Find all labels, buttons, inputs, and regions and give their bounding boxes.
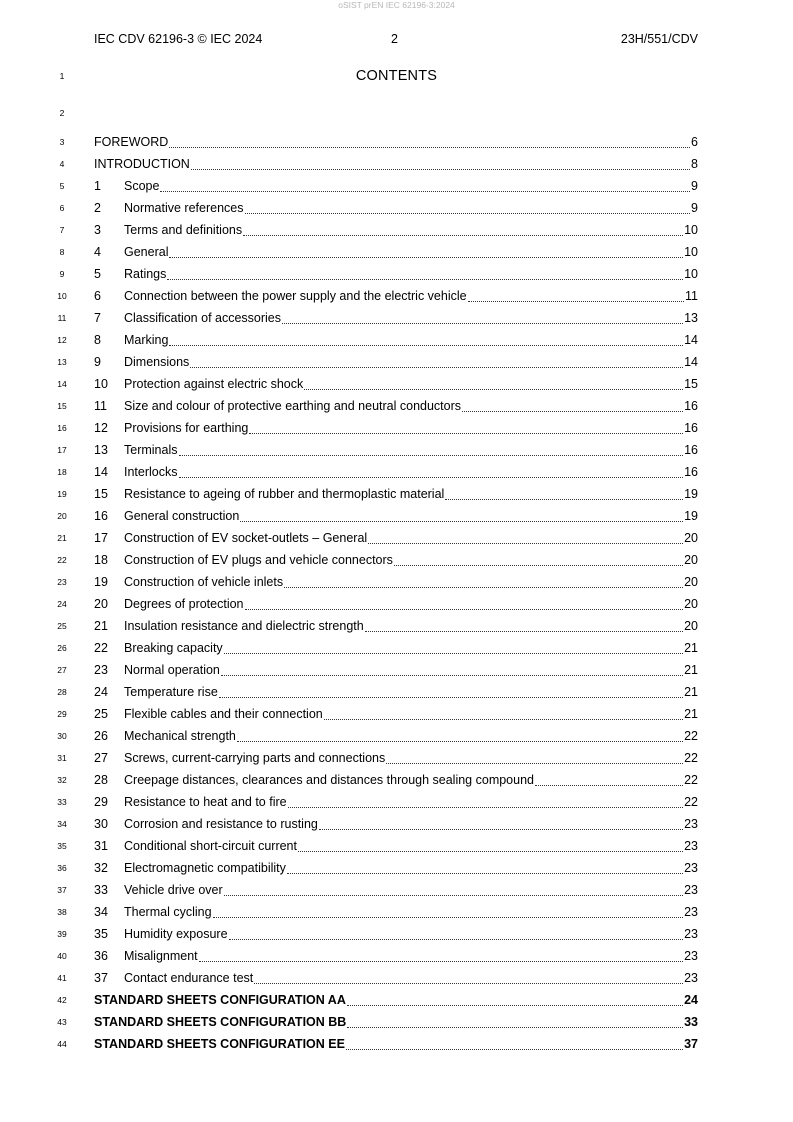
toc-dot-leader [368,534,683,544]
toc-entry-title: Resistance to ageing of rubber and thermoplastic material [124,487,445,501]
toc-entry-page: 23 [684,861,698,875]
toc-entry-number: 12 [94,421,108,435]
toc-dot-leader [468,292,684,302]
toc-entry-number: 8 [94,333,101,347]
toc-entry-number: 24 [94,685,108,699]
line-number: 27 [57,665,67,675]
toc-entry-page: 6 [691,135,698,149]
toc-entry-page: 23 [684,905,698,919]
line-number: 2 [59,108,65,118]
line-number: 41 [57,973,67,983]
toc-entry-title: Conditional short-circuit current [124,839,297,853]
line-number: 39 [57,929,67,939]
toc-dot-leader [304,380,683,390]
line-number: 19 [57,489,67,499]
toc-entry-number: 21 [94,619,108,633]
toc-dot-leader [221,666,683,676]
toc-entry-page: 10 [684,245,698,259]
line-number: 30 [57,731,67,741]
toc-entry[interactable] [94,703,698,725]
line-number: 31 [57,753,67,763]
line-number: 44 [57,1039,67,1049]
line-number: 10 [57,291,67,301]
toc-dot-leader [535,776,683,786]
toc-entry-page: 19 [684,487,698,501]
toc-entry-number: 10 [94,377,108,391]
line-number: 26 [57,643,67,653]
toc-entry-page: 21 [684,685,698,699]
line-number: 29 [57,709,67,719]
line-number: 12 [57,335,67,345]
toc-entry-title: General construction [124,509,240,523]
toc-entry-number: 16 [94,509,108,523]
toc-entry-page: 21 [684,641,698,655]
toc-dot-leader [224,886,683,896]
toc-entry-number: 4 [94,245,101,259]
toc-entry-number: 1 [94,179,101,193]
toc-dot-leader [179,468,684,478]
header-document-code: 23H/551/CDV [620,32,698,46]
toc-entry[interactable] [94,153,698,175]
toc-entry-title: Flexible cables and their connection [124,707,323,721]
toc-entry-page: 15 [684,377,698,391]
toc-entry-title: Scope [124,179,160,193]
toc-entry-title: Insulation resistance and dielectric strength [124,619,364,633]
toc-entry[interactable] [94,791,698,813]
toc-entry-page: 13 [684,311,698,325]
toc-entry[interactable] [94,527,698,549]
toc-dot-leader [213,908,684,918]
toc-entry[interactable] [94,1033,698,1055]
line-number: 40 [57,951,67,961]
toc-dot-leader [254,974,683,984]
toc-entry-page: 14 [684,333,698,347]
toc-entry[interactable] [94,989,698,1011]
toc-entry-number: 29 [94,795,108,809]
toc-entry-page: 22 [684,751,698,765]
line-number: 13 [57,357,67,367]
toc-entry-page: 14 [684,355,698,369]
toc-entry-number: 32 [94,861,108,875]
toc-entry[interactable] [94,505,698,527]
toc-entry-title: Electromagnetic compatibility [124,861,286,875]
toc-entry-title: STANDARD SHEETS CONFIGURATION AA [94,993,346,1007]
toc-entry-title: STANDARD SHEETS CONFIGURATION EE [94,1037,345,1051]
line-number: 3 [59,137,65,147]
toc-entry-title: Creepage distances, clearances and distances through sealing compound [124,773,534,787]
toc-entry-title: Size and colour of protective earthing and neutral conductors [124,399,462,413]
toc-entry-title: Construction of EV plugs and vehicle connectors [124,553,393,567]
toc-entry-title: Provisions for earthing [124,421,249,435]
toc-entry-title: Screws, current-carrying parts and connections [124,751,386,765]
toc-dot-leader [169,138,690,148]
toc-entry-page: 20 [684,575,698,589]
table-of-contents [94,131,698,1055]
toc-entry-title: Corrosion and resistance to rusting [124,817,318,831]
toc-entry[interactable] [94,681,698,703]
page-title: CONTENTS [355,68,438,84]
toc-entry-number: 35 [94,927,108,941]
toc-dot-leader [243,226,683,236]
line-number: 16 [57,423,67,433]
toc-entry-title: Resistance to heat and to fire [124,795,287,809]
toc-entry-number: 28 [94,773,108,787]
toc-entry-number: 19 [94,575,108,589]
toc-entry-title: Interlocks [124,465,178,479]
toc-entry[interactable] [94,461,698,483]
toc-entry-number: 37 [94,971,108,985]
toc-entry-number: 26 [94,729,108,743]
line-number: 14 [57,379,67,389]
toc-entry-number: 31 [94,839,108,853]
toc-dot-leader [282,314,683,324]
line-number: 4 [59,159,65,169]
toc-entry-page: 23 [684,817,698,831]
toc-dot-leader [237,732,683,742]
toc-entry[interactable] [94,417,698,439]
toc-entry-title: Temperature rise [124,685,218,699]
toc-dot-leader [347,996,683,1006]
toc-entry-number: 15 [94,487,108,501]
toc-entry[interactable] [94,483,698,505]
toc-entry-number: 23 [94,663,108,677]
toc-dot-leader [169,248,683,258]
toc-dot-leader [240,512,683,522]
toc-entry[interactable] [94,395,698,417]
toc-dot-leader [287,864,683,874]
toc-entry[interactable] [94,857,698,879]
toc-dot-leader [462,402,683,412]
toc-entry-title: STANDARD SHEETS CONFIGURATION BB [94,1015,347,1029]
toc-entry[interactable] [94,285,698,307]
toc-entry-number: 9 [94,355,101,369]
line-number: 21 [57,533,67,543]
toc-entry-page: 9 [691,201,698,215]
toc-entry-page: 10 [684,267,698,281]
toc-entry-title: Ratings [124,267,167,281]
line-number: 34 [57,819,67,829]
toc-entry-title: INTRODUCTION [94,157,190,171]
toc-entry-number: 18 [94,553,108,567]
toc-entry-title: Humidity exposure [124,927,228,941]
toc-dot-leader [249,424,683,434]
toc-entry-page: 20 [684,531,698,545]
line-number: 33 [57,797,67,807]
toc-entry-number: 2 [94,201,101,215]
toc-entry-number: 5 [94,267,101,281]
toc-entry-number: 17 [94,531,108,545]
header-document-id: IEC CDV 62196-3 © IEC 2024 [94,32,263,46]
toc-entry-page: 20 [684,597,698,611]
toc-entry[interactable] [94,923,698,945]
line-number: 25 [57,621,67,631]
line-number: 6 [59,203,65,213]
toc-entry-title: Contact endurance test [124,971,254,985]
toc-entry[interactable] [94,747,698,769]
toc-entry[interactable] [94,901,698,923]
toc-entry-page: 10 [684,223,698,237]
toc-entry[interactable] [94,373,698,395]
toc-entry-page: 21 [684,707,698,721]
toc-entry-title: Vehicle drive over [124,883,223,897]
toc-entry[interactable] [94,615,698,637]
toc-entry-page: 24 [684,993,698,1007]
toc-dot-leader [219,688,683,698]
toc-entry-title: Degrees of protection [124,597,244,611]
toc-entry-page: 19 [684,509,698,523]
toc-entry-title: Breaking capacity [124,641,223,655]
toc-entry-page: 20 [684,619,698,633]
toc-entry-title: FOREWORD [94,135,169,149]
toc-entry-title: Normal operation [124,663,220,677]
toc-entry-title: Normative references [124,201,244,215]
toc-entry[interactable] [94,1011,698,1033]
toc-entry-title: Construction of vehicle inlets [124,575,284,589]
line-number: 28 [57,687,67,697]
toc-entry[interactable] [94,879,698,901]
line-number: 22 [57,555,67,565]
toc-entry[interactable] [94,197,698,219]
toc-dot-leader [190,358,683,368]
toc-entry[interactable] [94,131,698,153]
toc-entry-number: 33 [94,883,108,897]
toc-entry-number: 11 [94,399,107,413]
toc-entry-page: 16 [684,399,698,413]
line-number: 7 [59,225,65,235]
toc-entry-number: 30 [94,817,108,831]
line-number: 20 [57,511,67,521]
line-number: 35 [57,841,67,851]
toc-dot-leader [298,842,683,852]
toc-dot-leader [386,754,683,764]
line-number: 18 [57,467,67,477]
toc-entry[interactable] [94,351,698,373]
toc-entry-number: 22 [94,641,108,655]
toc-entry[interactable] [94,835,698,857]
toc-entry-page: 16 [684,443,698,457]
toc-entry-page: 23 [684,839,698,853]
toc-entry-title: Terminals [124,443,178,457]
toc-dot-leader [245,204,691,214]
toc-entry-page: 16 [684,421,698,435]
toc-entry-number: 20 [94,597,108,611]
toc-entry[interactable] [94,945,698,967]
toc-entry-page: 9 [691,179,698,193]
line-number: 24 [57,599,67,609]
toc-entry-title: Mechanical strength [124,729,236,743]
toc-entry-number: 36 [94,949,108,963]
toc-entry[interactable] [94,263,698,285]
toc-entry-page: 8 [691,157,698,171]
line-number: 1 [59,71,65,81]
header-page-number: 2 [391,32,398,46]
line-number: 23 [57,577,67,587]
toc-entry-number: 6 [94,289,101,303]
toc-entry[interactable] [94,593,698,615]
toc-entry[interactable] [94,637,698,659]
toc-dot-leader [224,644,683,654]
toc-entry-page: 23 [684,927,698,941]
toc-entry-page: 33 [684,1015,698,1029]
toc-entry[interactable] [94,967,698,989]
toc-dot-leader [191,160,690,170]
toc-dot-leader [319,820,683,830]
toc-entry-title: Misalignment [124,949,198,963]
toc-entry-title: Connection between the power supply and the electric vehicle [124,289,467,303]
toc-entry-number: 34 [94,905,108,919]
toc-entry[interactable] [94,571,698,593]
line-number: 43 [57,1017,67,1027]
line-number: 42 [57,995,67,1005]
toc-entry[interactable] [94,549,698,571]
toc-dot-leader [365,622,683,632]
toc-dot-leader [167,270,683,280]
toc-entry-number: 14 [94,465,108,479]
toc-entry-page: 22 [684,729,698,743]
toc-entry-number: 3 [94,223,101,237]
toc-entry-page: 23 [684,949,698,963]
toc-dot-leader [179,446,684,456]
toc-entry-page: 23 [684,883,698,897]
line-number: 17 [57,445,67,455]
toc-entry-page: 22 [684,773,698,787]
toc-dot-leader [169,336,683,346]
toc-dot-leader [160,182,690,192]
toc-entry[interactable] [94,725,698,747]
toc-entry-page: 11 [685,289,698,303]
toc-entry-title: Classification of accessories [124,311,282,325]
line-number: 9 [59,269,65,279]
toc-dot-leader [288,798,683,808]
toc-entry-title: Thermal cycling [124,905,212,919]
toc-entry[interactable] [94,439,698,461]
toc-entry-number: 25 [94,707,108,721]
toc-entry-page: 21 [684,663,698,677]
toc-dot-leader [394,556,683,566]
toc-dot-leader [284,578,683,588]
toc-entry-page: 20 [684,553,698,567]
toc-entry-page: 37 [684,1037,698,1051]
toc-entry-title: Construction of EV socket-outlets – General [124,531,368,545]
toc-entry[interactable] [94,769,698,791]
toc-entry-page: 16 [684,465,698,479]
toc-entry[interactable] [94,175,698,197]
line-number: 11 [57,313,67,323]
toc-entry[interactable] [94,659,698,681]
line-number: 36 [57,863,67,873]
toc-entry-number: 27 [94,751,108,765]
watermark-text: oSIST prEN IEC 62196-3:2024 [338,0,455,10]
toc-entry-title: Dimensions [124,355,190,369]
toc-dot-leader [245,600,684,610]
line-number: 32 [57,775,67,785]
line-number: 5 [59,181,65,191]
toc-dot-leader [347,1018,683,1028]
toc-entry-title: Terms and definitions [124,223,243,237]
toc-entry-title: Marking [124,333,169,347]
toc-dot-leader [229,930,684,940]
toc-entry-title: Protection against electric shock [124,377,304,391]
toc-dot-leader [199,952,683,962]
toc-entry[interactable] [94,813,698,835]
line-number: 8 [59,247,65,257]
toc-entry[interactable] [94,307,698,329]
toc-entry[interactable] [94,329,698,351]
toc-dot-leader [324,710,683,720]
toc-entry-title: General [124,245,169,259]
line-number: 37 [57,885,67,895]
toc-entry[interactable] [94,241,698,263]
line-number: 38 [57,907,67,917]
toc-entry-number: 13 [94,443,108,457]
toc-entry-page: 23 [684,971,698,985]
line-number: 15 [57,401,67,411]
toc-entry-number: 7 [94,311,101,325]
toc-dot-leader [445,490,683,500]
toc-dot-leader [346,1040,683,1050]
toc-entry-page: 22 [684,795,698,809]
toc-entry[interactable] [94,219,698,241]
